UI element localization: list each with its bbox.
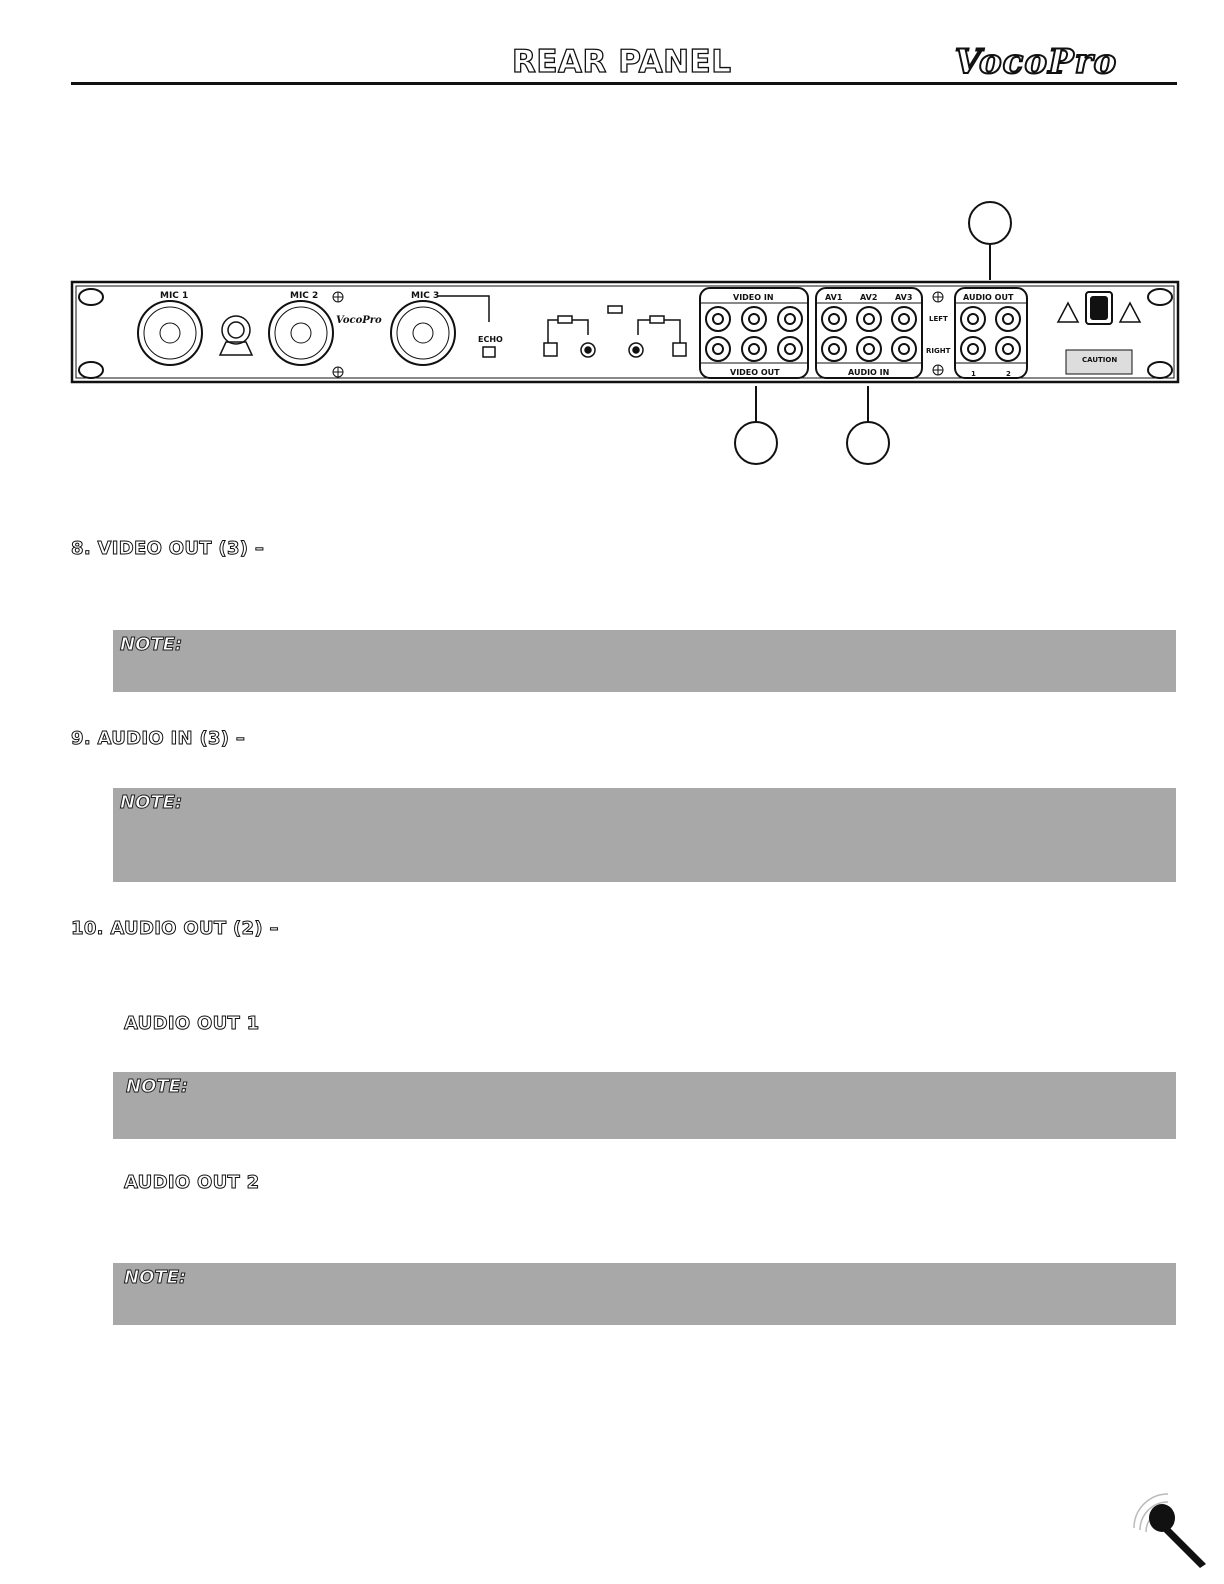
header-rule (71, 82, 1177, 85)
audio-out-label: AUDIO OUT (963, 293, 1014, 302)
caution-text: CAUTION (1082, 356, 1118, 364)
item-10-heading: 10. AUDIO OUT (2) – (71, 918, 279, 939)
right-label: RIGHT (926, 347, 951, 355)
av2-label: AV2 (860, 293, 878, 302)
rear-panel-diagram (0, 190, 1224, 480)
brand-logo: VocoPro (954, 42, 1118, 82)
svg-text:VocoPro: VocoPro (336, 315, 382, 326)
left-label: LEFT (929, 315, 948, 323)
callout-8 (735, 422, 777, 464)
out1-label: 1 (971, 370, 976, 378)
echo-label: ECHO (478, 335, 503, 344)
note-label: NOTE: (120, 634, 183, 655)
note-box-9 (113, 788, 1176, 882)
mic1-label: MIC 1 (160, 291, 189, 301)
page-title: REAR PANEL (512, 44, 732, 80)
note-label: NOTE: (124, 1267, 187, 1288)
audio-out-1-heading: AUDIO OUT 1 (124, 1013, 260, 1034)
video-in-label: VIDEO IN (733, 293, 774, 302)
item-9-heading: 9. AUDIO IN (3) – (71, 728, 246, 749)
video-out-label: VIDEO OUT (730, 368, 780, 377)
av1-label: AV1 (825, 293, 843, 302)
audio-out-2-heading: AUDIO OUT 2 (124, 1172, 260, 1193)
callout-9 (847, 422, 889, 464)
note-box-audio-out-2 (113, 1263, 1176, 1325)
av3-label: AV3 (895, 293, 913, 302)
microphone-icon (1128, 1488, 1210, 1568)
mic3-label: MIC 3 (411, 291, 440, 301)
callout-10 (969, 202, 1011, 244)
note-box-audio-out-1 (113, 1072, 1176, 1139)
note-box-8 (113, 630, 1176, 692)
mic2-label: MIC 2 (290, 291, 319, 301)
item-8-heading: 8. VIDEO OUT (3) – (71, 538, 265, 559)
out2-label: 2 (1006, 370, 1011, 378)
note-label: NOTE: (120, 792, 183, 813)
note-label: NOTE: (126, 1076, 189, 1097)
audio-in-label: AUDIO IN (848, 368, 890, 377)
